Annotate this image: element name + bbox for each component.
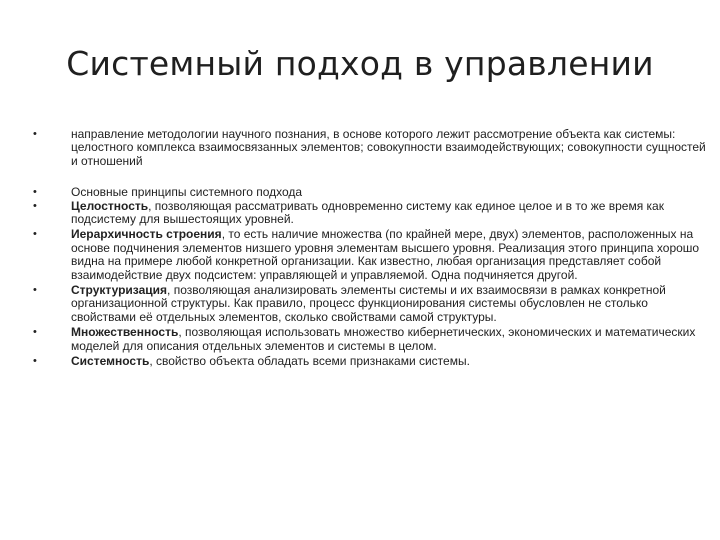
slide-title: Системный подход в управлении (66, 44, 654, 83)
list-item-multiplicity (28, 326, 708, 353)
item-bold-term: Иерархичность строения (71, 227, 222, 242)
bullet-icon: • (33, 284, 37, 297)
bullet-icon: • (33, 186, 37, 199)
list-item-hierarchy (28, 228, 708, 282)
item-bold-term: Структуризация (71, 283, 168, 298)
bullet-icon: • (33, 199, 37, 212)
item-bold-term: Множественность (71, 325, 179, 340)
item-bold-term: Целостность (71, 198, 149, 213)
list-item-principles-heading (28, 186, 708, 199)
item-text: , позволяющая анализировать элементы системы и их взаимосвязи в рамках конкретной организационной структуры. Как правило, процесс функционирования системы обусловлен не столько свойствами её отдельных элементов, сколько свойствами самой структуры. (71, 283, 666, 324)
list-item-systemness (28, 355, 708, 368)
item-text: направление методологии научного познания, в основе которого лежит рассмотрение объекта как системы: целостного комплекса взаимосвязанных элементов; совокупности взаимодействующих; совокупности сущностей и отношений (71, 127, 706, 168)
list-item-definition (28, 128, 708, 168)
list-item-structuring (28, 284, 708, 324)
item-text: , то есть наличие множества (по крайней мере, двух) элементов, расположенных на основе подчинения элементов низшего уровня элементам высшего уровня. Реализация этого принципа хорошо видна на примере любой конкретной организации. Как известно, любая организация представляет собой взаимодействие двух подсистем: управляющей и управляемой. Одна подчиняется другой. (71, 227, 700, 282)
item-text: , позволяющая использовать множество кибернетических, экономических и математических моделей для описания отдельных элементов и системы в целом. (71, 325, 696, 353)
item-text: Основные принципы системного подхода (71, 185, 303, 200)
item-bold-term: Системность (71, 354, 150, 369)
list-item-integrity (28, 200, 708, 227)
bullet-icon: • (33, 355, 37, 368)
bullet-icon: • (33, 128, 37, 140)
bullet-icon: • (33, 326, 37, 339)
bullet-list (28, 128, 708, 369)
bullet-icon: • (33, 228, 37, 241)
item-text: , свойство объекта обладать всеми признаками системы. (149, 354, 470, 369)
item-text: , позволяющая рассматривать одновременно систему как единое целое и в то же время как подсистему для вышестоящих уровней. (71, 198, 664, 227)
